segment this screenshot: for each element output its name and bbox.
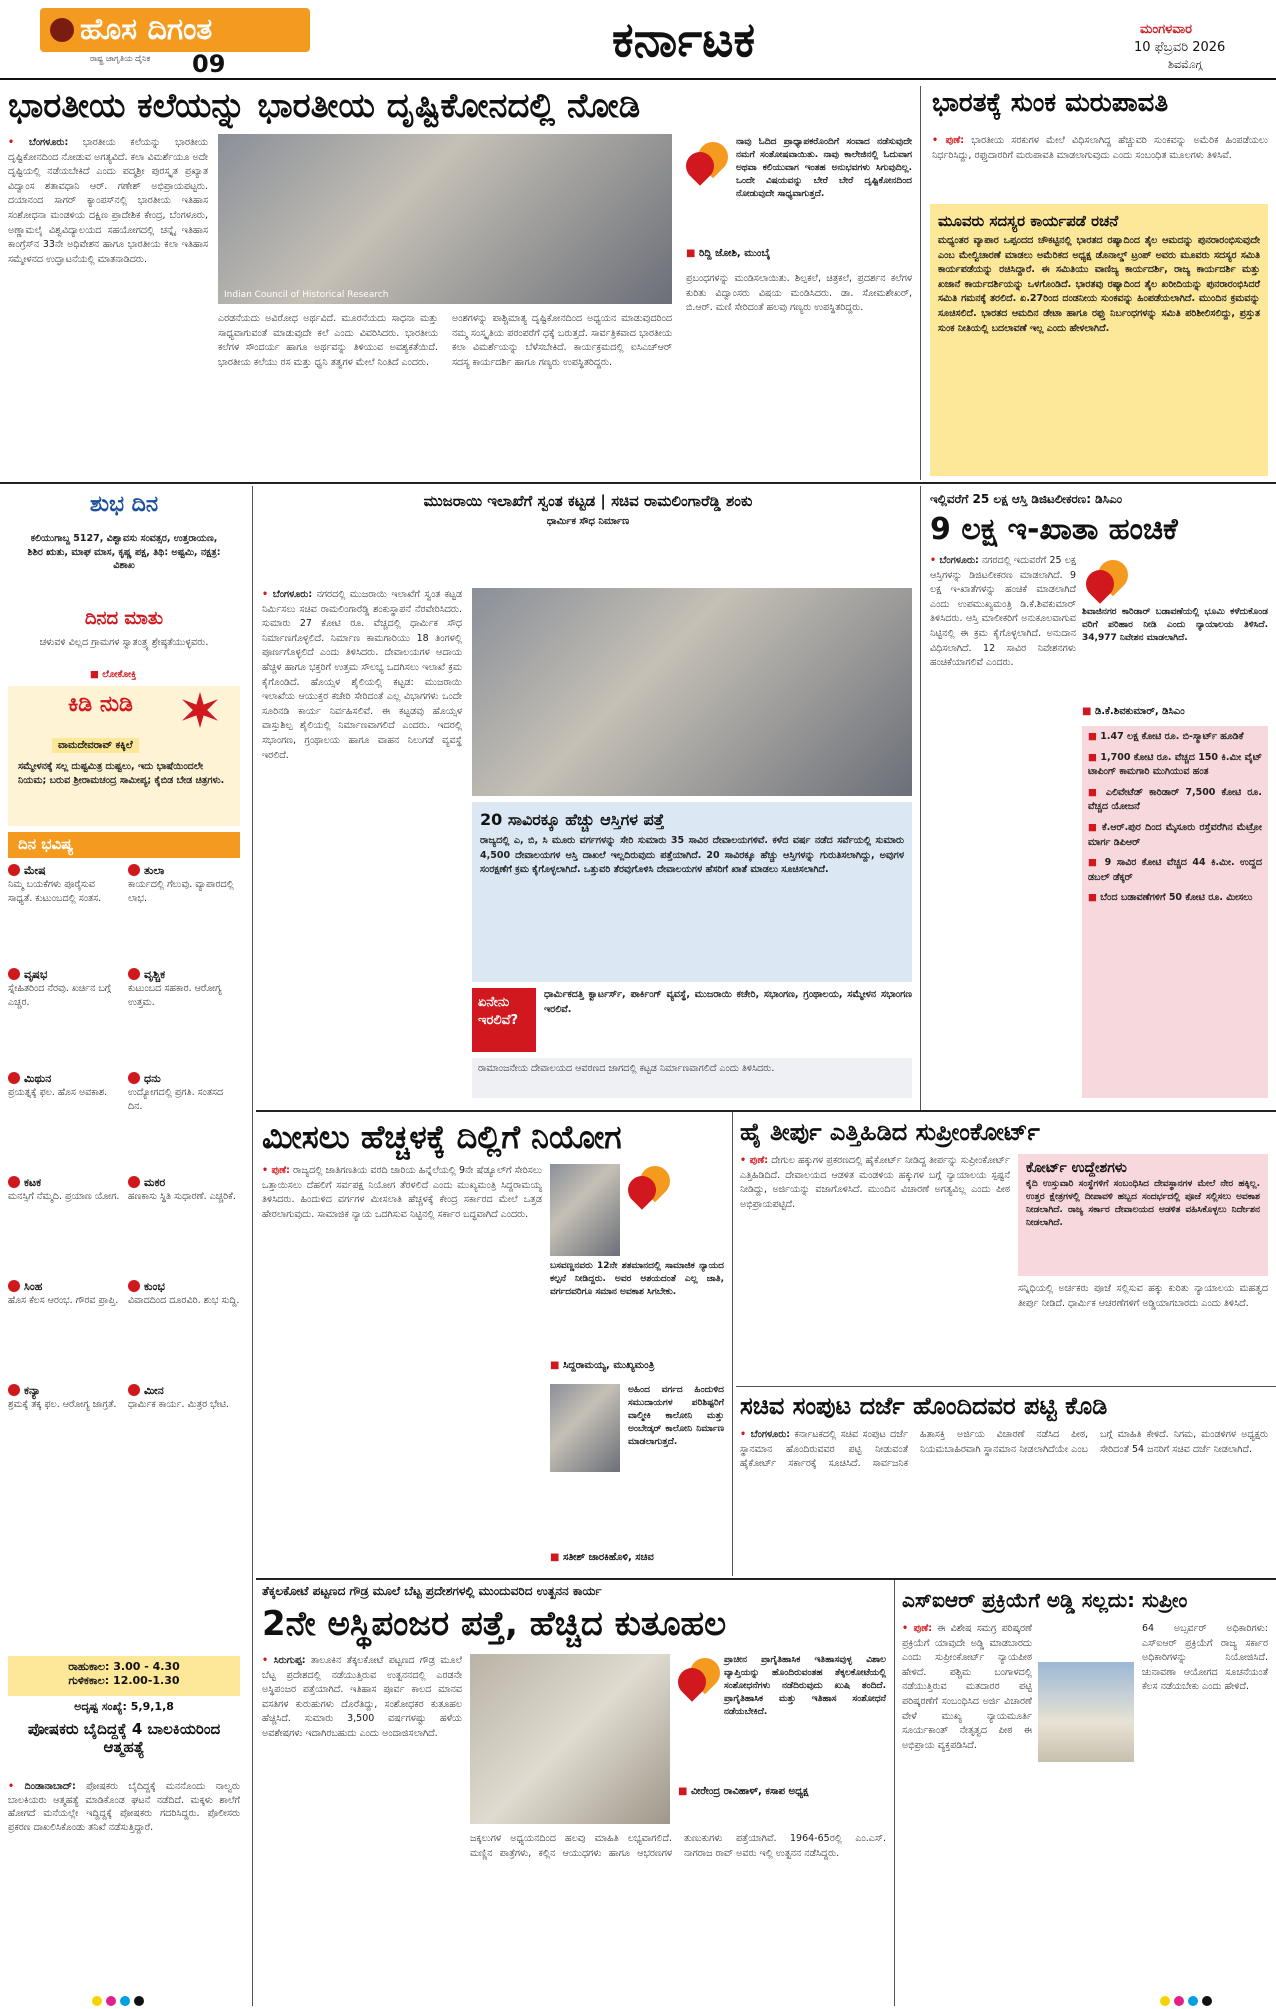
- bullet-item: ■ 9 ಸಾವಿರ ಕೋಟಿ ವೆಚ್ಚದ 44 ಕಿ.ಮೀ. ಉದ್ದದ ಡಬಲ್ ಡೆಕ್ಕರ್: [1088, 857, 1262, 883]
- virgo-icon: [8, 1384, 20, 1396]
- story-body: ಭಾರತೀಯ ಕಲೆಯನ್ನು ಭಾರತೀಯ ದೃಷ್ಟಿಕೋನದಿಂದ ನೋಡುವ ಅಗತ್ಯವಿದೆ. ಕಲಾ ವಿಮರ್ಶೆಯೂ ಅದೇ ದೃಷ್ಟಿಯಲ್ಲಿ ನಡೆಯಬೇಕಿದೆ ಎಂದು ಪದ್ಮಶ್ರೀ ಪುರಸ್ಕೃತ ಪ್ರಖ್ಯಾತ ವಿದ್ವಾಂಸ ಶತಾವಧಾನಿ ಆರ್. ಗಣೇಶ್ ಅಭಿಪ್ರಾಯಪಟ್ಟರು. ದಯಾನಂದ ಸಾಗರ್ ಕ್ಯಾಂಪಸ್‌ನಲ್ಲಿ ಭಾರತೀಯ ಇತಿಹಾಸ ಸಂಶೋಧನಾ ಮಂಡಳಿಯ ದಕ್ಷಿಣ ಪ್ರಾದೇಶಿಕ ಕೇಂದ್ರ, ಬೆಂಗಳೂರು, ಅಣ್ಣಾಮಲೈ ವಿಶ್ವವಿದ್ಯಾಲಯದ ಸಹಯೋಗದಲ್ಲಿ ಚನ್ನೈ ಇತಿಹಾಸ ಕಾಂಗ್ರೆಸ್‌ನ 33ನೇ ಅಧಿವೇಶನ ಹಾಗೂ ಭಾರತೀಯ ಕಲಾ ಇತಿಹಾಸ ಸಮ್ಮೇಳನದ ಉದ್ಘಾಟನೆಯಲ್ಲಿ ಮಾತನಾಡಿದರು.: [8, 137, 208, 265]
- sign-meena: ಮೀನ ಧಾರ್ಮಿಕ ಕಾರ್ಯ. ಮಿತ್ರರ ಭೇಟಿ.: [128, 1384, 229, 1410]
- cm-photo: [550, 1164, 620, 1256]
- story-quote: ಪ್ರಾಚೀನ ಪ್ರಾಗೈತಿಹಾಸಿಕ ಇತಿಹಾಸವುಳ್ಳ ವಿಶಾಲ ವ್ಯಾಪ್ತಿಯನ್ನು ಹೊಂದಿರುವಂತಹ ತೆಕ್ಕಲಕೋಟೆಯಲ್ಲಿ ಸಂಶೋಧನೆಗಳು ನಡೆದಿರುವುದು ಖುಷಿ ತಂದಿದೆ. ಪ್ರಾಗೈತಿಹಾಸಿಕ ಮತ್ತು ಇತಿಹಾಸ ಸಂಶೋಧನೆ ನಡೆಯಬೇಕಿದೆ.: [724, 1655, 886, 1717]
- story-headline: 9 ಲಕ್ಷ ಇ-ಖಾತಾ ಹಂಚಿಕೆ: [930, 512, 1178, 547]
- story-photo: [472, 588, 912, 796]
- kidi-body: ಸಮ್ಮೇಳನಕ್ಕೆ ಸಲ್ಲ ದುಷ್ಟಮಿತ್ರ ದುಷ್ಟಲು, ಇದು ಭಾಷೆಯಿಂದಲೇ ನಿಯಮ; ಬರುವ ಶ್ರೀರಾಮಚಂದ್ರ ಸಾಮೀಪ್ಯ; ಕೈಬಿಡ ಬೇಡ ಚಿತ್ರಗಳು.: [18, 761, 225, 786]
- quote-text: ಚಳುವಳಿ ವಿಲ್ಲದ ಗ್ರಾಮಗಳ ಸ್ವಾತಂತ್ರ್ಯ ಶ್ರೇಷ್ಠತೆಯುಳ್ಳವರು.: [39, 637, 209, 648]
- sign-kataka: ಕಟಕ ಮನಸ್ಸಿಗೆ ನೆಮ್ಮದಿ. ಪ್ರಯಾಣ ಯೋಗ.: [8, 1176, 120, 1202]
- story-headline: ಎಸ್ಐಆರ್ ಪ್ರಕ್ರಿಯೆಗೆ ಅಡ್ಡಿ ಸಲ್ಲದು: ಸುಪ್ರೀಂ: [902, 1588, 1188, 1612]
- section-rule: [256, 1110, 1276, 1112]
- story-headline: 2ನೇ ಅಸ್ಥಿಪಂಜರ ಪತ್ತೆ, ಹೆಚ್ಚಿದ ಕುತೂಹಲ: [262, 1604, 727, 1644]
- story-body: • ಪುಣೆ: ರಾಜ್ಯದಲ್ಲಿ ಜಾತಿಗಣತಿಯ ವರದಿ ಜಾರಿಯ ಹಿನ್ನೆಲೆಯಲ್ಲಿ 9ನೇ ಷೆಡ್ಯೂಲ್‌ಗೆ ಸೇರಿಸಲು ಒತ್ತಾಯಿಸಲು ದೆಹಲಿಗೆ ಸರ್ವಪಕ್ಷ ನಿಯೋಗ ತೆರಳಲಿದೆ ಎಂದು ಮುಖ್ಯಮಂತ್ರಿ ಸಿದ್ದರಾಮಯ್ಯ ತಿಳಿಸಿದರು. ಹಿಂದುಳಿದ ವರ್ಗಗಳ ಮೀಸಲಾತಿ ಹೆಚ್ಚಳಕ್ಕೆ ಕೇಂದ್ರ ಸರ್ಕಾರದ ಮೇಲೆ ಒತ್ತಡ ಹೇರಲಾಗುವುದು. ಸಾಮಾಜಿಕ ನ್ಯಾಯ ಒದಗಿಸುವ ನಿಟ್ಟಿನಲ್ಲಿ ಸರ್ಕಾರ ಬದ್ಧವಾಗಿದೆ ಎಂದರು.: [262, 1164, 542, 1570]
- lucky-number: ಅದೃಷ್ಟ ಸಂಖ್ಯೆ: 5,9,1,8: [74, 1700, 174, 1713]
- registration-mark: [1174, 1996, 1184, 2006]
- issue-day: ಮಂಗಳವಾರ: [1140, 22, 1193, 37]
- quote-byline: ■ ರಿದ್ದಿ ಜೋಶಿ, ಮುಂಬೈ: [686, 248, 771, 259]
- story-body: • ಬೆಂಗಳೂರು: ಕರ್ನಾಟಕದಲ್ಲಿ ಸಚಿವ ಸಂಪುಟ ದರ್ಜೆ ಸ್ಥಾನಮಾನ ಹೊಂದಿರುವವರ ಪಟ್ಟಿ ನೀಡುವಂತೆ ಹೈಕೋರ್ಟ್ ಸರ್ಕಾರಕ್ಕೆ ಸೂಚಿಸಿದೆ. ಸಾರ್ವಜನಿಕ ಹಿತಾಸಕ್ತಿ ಅರ್ಜಿಯ ವಿಚಾರಣೆ ನಡೆಸಿದ ಪೀಠ, ನಿಯಮಬಾಹಿರವಾಗಿ ಸ್ಥಾನಮಾನ ನೀಡಲಾಗಿದೆಯೇ ಎಂಬ ಬಗ್ಗೆ ಮಾಹಿತಿ ಕೇಳಿದೆ. ನಿಗಮ, ಮಂಡಳಿಗಳ ಅಧ್ಯಕ್ಷರು ಸೇರಿದಂತೆ 54 ಜನರಿಗೆ ಸಚಿವ ದರ್ಜೆ ನೀಡಲಾಗಿದೆ.: [740, 1428, 1268, 1570]
- story-headline: ಭಾರತಕ್ಕೆ ಸುಂಕ ಮರುಪಾವತಿ: [932, 88, 1169, 118]
- info-box-body: ಮಧ್ಯಂತರ ವ್ಯಾಪಾರ ಒಪ್ಪಂದದ ಚೌಕಟ್ಟಿನಲ್ಲಿ ಭಾರತದ ರಷ್ಯಾದಿಂದ ತೈಲ ಆಮದನ್ನು ಪುನರಾರಂಭಿಸುವುದೇ ಎಂಬ ಮೇಲ್ವಿಚಾರಣೆ ಮಾಡಲು ಅಮೆರಿಕದ ಅಧ್ಯಕ್ಷ ಡೊನಾಲ್ಡ್ ಟ್ರಂಪ್ ಅವರು ಮೂವರು ಸದಸ್ಯರ ಸಮಿತಿ ಕಾರ್ಯಪಡೆಯನ್ನು ರಚಿಸಿದ್ದಾರೆ. ಈ ಸಮಿತಿಯು ವಾಣಿಜ್ಯ ಕಾರ್ಯದರ್ಶಿ, ರಾಜ್ಯ ಕಾರ್ಯದರ್ಶಿ ಮತ್ತು ಖಜಾನೆ ಕಾರ್ಯದರ್ಶಿಯನ್ನು ಒಳಗೊಂಡಿದೆ. ಭಾರತವು ರಷ್ಯಾದಿಂದ ತೈಲ ಖರೀದಿಯನ್ನು ಪುನರಾರಂಭಿಸಿದರೆ ಸಮಿತಿ ಗಮನಕ್ಕೆ ತರಲಿದೆ. ಏ.27ರಿಂದ ದಂಡನೀಯ ಸುಂಕವನ್ನು ಹಿಂಪಡೆಯಲಾಗಿದೆ. ಮುಂದಿನ ಕ್ರಮವನ್ನು ಸೂಚಿಸಲಿದೆ. ಭಾರತದ ಆಮದಿನ ಡೇಟಾ ಹಾಗೂ ರಫ್ತು ನಿರ್ಬಂಧಗಳನ್ನು ಸಮಿತಿ ಪರಿಶೀಲಿಸಲಿದ್ದು, ಪ್ರಸ್ತುತ ಸುಂಕ ನೀತಿಯಲ್ಲಿ ಬದಲಾವಣೆ ಇಲ್ಲ ಎಂದು ಹೇಳಲಾಗಿದೆ.: [938, 235, 1260, 334]
- sign-kumbha: ಕುಂಭ ವಿವಾದದಿಂದ ದೂರವಿರಿ. ಶುಭ ಸುದ್ದಿ.: [128, 1280, 240, 1306]
- info-box: [930, 204, 1268, 476]
- info-box-title: ಮೂವರು ಸದಸ್ಯರ ಕಾರ್ಯಪಡೆ ರಚನೆ: [938, 212, 1119, 230]
- issue-city: ಶಿವಮೊಗ್ಗ: [1168, 58, 1203, 71]
- quote-byline: ■ ವೀರೇಂದ್ರ ರಾವಿಹಾಳ್, ಕಸಾಪ ಅಧ್ಯಕ್ಷ: [678, 1786, 809, 1797]
- story-quote: ಬಸವಣ್ಣನವರು 12ನೇ ಶತಮಾನದಲ್ಲಿ ಸಾಮಾಜಿಕ ನ್ಯಾಯದ ಕಲ್ಪನೆ ನೀಡಿದ್ದರು. ಅವರ ಆಶಯದಂತೆ ಎಲ್ಲ ಜಾತಿ, ವರ್ಗದವರಿಗೂ ಸಮಾನ ಅವಕಾಶ ಸಿಗಬೇಕು.: [550, 1261, 724, 1297]
- registration-mark: [1160, 1996, 1170, 2006]
- story-e-khata: [926, 488, 1272, 1108]
- kidi-box: [8, 686, 240, 826]
- story-body: • ಪುಣೆ: ದೇಗುಲ ಹಕ್ಕುಗಳ ಪ್ರಕರಣದಲ್ಲಿ ಹೈಕೋರ್ಟ್ ನೀಡಿದ್ದ ತೀರ್ಪನ್ನು ಸುಪ್ರೀಂಕೋರ್ಟ್ ಎತ್ತಿಹಿಡಿದಿದೆ. ದೇವಾಲಯದ ಆಡಳಿತ ಮಂಡಳಿಯ ಹಕ್ಕುಗಳ ಬಗ್ಗೆ ನ್ಯಾಯಾಲಯ ಸ್ಪಷ್ಟನೆ ನೀಡಿದ್ದು, ಅರ್ಜಿಯನ್ನು ವಜಾಗೊಳಿಸಿದೆ. ಮುಂದಿನ ವಿಚಾರಣೆ ಅಗತ್ಯವಿಲ್ಲ ಎಂದು ಪೀಠ ಅಭಿಪ್ರಾಯಪಟ್ಟಿದೆ.: [740, 1154, 1010, 1378]
- page-number: 09: [192, 50, 226, 78]
- story-headline: ಸಚಿವ ಸಂಪುಟ ದರ್ಜೆ ಹೊಂದಿದವರ ಪಟ್ಟಿ ಕೊಡಿ: [740, 1392, 1108, 1420]
- story-photo: [218, 134, 672, 304]
- sign-tula: ತುಲಾ ಕಾರ್ಯದಲ್ಲಿ ಗೆಲುವು. ವ್ಯಾಪಾರದಲ್ಲಿ ಲಾಭ.: [128, 864, 234, 904]
- aries-icon: [8, 864, 20, 876]
- bullet-item: ■ ಕೆ.ಆರ್.ಪುರ ದಿಂದ ಮೈಸೂರು ರಸ್ತೆವರೆಗಿನ ಮೆಟ್ರೋ ಮಾರ್ಗ ಡಿಪಿಆರ್: [1088, 821, 1262, 848]
- story-dateline: • ಬೆಂಗಳೂರು:: [8, 137, 68, 148]
- rahukala: ರಾಹುಕಾಲ: 3.00 - 4.30: [68, 1660, 180, 1673]
- horoscope-grid: [8, 864, 240, 1488]
- story-body-2: ಸನ್ನಿಧಿಯಲ್ಲಿ ಅರ್ಚಕರು ಪೂಜೆ ಸಲ್ಲಿಸುವ ಹಕ್ಕು ಕುರಿತು ನ್ಯಾಯಾಲಯ ಮಹತ್ವದ ತೀರ್ಪು ನೀಡಿದೆ. ಧಾರ್ಮಿಕ ಆಚರಣೆಗಳಿಗೆ ಅಡ್ಡಿಯಾಗಬಾರದು ಎಂದು ತಿಳಿಸಿದೆ.: [1018, 1283, 1268, 1309]
- story-headline: ಮೀಸಲು ಹೆಚ್ಚಳಕ್ಕೆ ದಿಲ್ಲಿಗೆ ನಿಯೋಗ: [262, 1118, 622, 1156]
- info-box-title: 20 ಸಾವಿರಕ್ಕೂ ಹೆಚ್ಚು ಆಸ್ತಿಗಳ ಪತ್ತೆ: [480, 810, 665, 829]
- section-rule: [0, 482, 1276, 484]
- story-body: • ಬೆಂಗಳೂರು: ನಗರದಲ್ಲಿ ಇದುವರೆಗೆ 25 ಲಕ್ಷ ಆಸ್ತಿಗಳನ್ನು ಡಿಜಿಟಲೀಕರಣ ಮಾಡಲಾಗಿದೆ. 9 ಲಕ್ಷ ಇ-ಖಾತೆಗಳನ್ನು ಹಂಚಿಕೆ ಮಾಡಲಾಗಿದೆ ಎಂದು ಉಪಮುಖ್ಯಮಂತ್ರಿ ಡಿ.ಕೆ.ಶಿವಕುಮಾರ್ ತಿಳಿಸಿದರು. ಆಸ್ತಿ ಮಾಲೀಕರಿಗೆ ಅನುಕೂಲವಾಗುವ ನಿಟ್ಟಿನಲ್ಲಿ ಈ ಕ್ರಮ ಕೈಗೊಳ್ಳಲಾಗಿದೆ. ಅನುದಾನ ವಿಧಿಸಲಾಗಿದೆ. 12 ಸಾವಿರ ನಿವೇಶನಗಳು ಹಂಚಿಕೆಯಾಗಲಿವೆ ಎಂದರು.: [930, 554, 1076, 1098]
- gulika: ಗುಳಿಕಕಾಲ: 12.00-1.30: [68, 1674, 180, 1687]
- info-box-body: ಕೈದಿ ಉಸ್ತುವಾರಿ ಸಂಸ್ಥೆಗಳಿಗೆ ಸಂಬಂಧಿಸಿದ ದೇವಸ್ಥಾನಗಳ ಮೇಲೆ ನೇರ ಹಕ್ಕಿಲ್ಲ. ಉತ್ತರ ಕ್ಷೇತ್ರಗಳಲ್ಲಿ ದೀಪಾವಳಿ ಹಬ್ಬದ ಸಂದರ್ಭದಲ್ಲಿ ಪೂಜೆ ಸಲ್ಲಿಸಲು ಅವಕಾಶ ನೀಡಲಾಗಿದೆ. ರಾಜ್ಯ ಸರ್ಕಾರ ದೇವಾಲಯದ ಆಡಳಿತ ವಹಿಸಿಕೊಳ್ಳಲು ನಿರ್ದೇಶನ ನೀಡಲಾಗಿದೆ.: [1026, 1179, 1260, 1228]
- story-supreme-court-verdict: [736, 1114, 1272, 1384]
- quote-author: ■ ಲೋಕೋಕ್ತಿ: [90, 669, 137, 680]
- story-footer: ರಾಮಾಂಜನೇಯ ದೇವಾಲಯದ ಆವರಣದ ಜಾಗದಲ್ಲಿ ಕಟ್ಟಡ ನಿರ್ಮಾಣವಾಗಲಿದೆ ಎಂದು ತಿಳಿಸಿದರು.: [472, 1058, 912, 1098]
- info-box-title: ಕೋರ್ಟ್ ಉದ್ದೇಶಗಳು: [1026, 1160, 1127, 1176]
- story-col-3: ಅಂಶಗಳನ್ನು ಪಾಶ್ಚಿಮಾತ್ಯ ದೃಷ್ಟಿಕೋನದಿಂದ ಅಧ್ಯಯನ ಮಾಡುವುದರಿಂದ ನಮ್ಮ ಸಂಸ್ಕೃತಿಯ ಪರಂಪರೆಗೆ ಧಕ್ಕೆ ಬರುತ್ತದೆ. ಸಾರ್ವತ್ರಿಕವಾದ ಭಾರತೀಯ ಕಲಾ ವಿಮರ್ಶೆಯನ್ನು ಬೆಳೆಸಬೇಕಿದೆ. ಕಾರ್ಯಕ್ರಮದಲ್ಲಿ ಐಸಿಎಚ್‌ಆರ್ ಸದಸ್ಯ ಕಾರ್ಯದರ್ಶಿ ಹಾಗೂ ಗಣ್ಯರು ಉಪಸ್ಥಿತರಿದ್ದರು.: [452, 313, 672, 368]
- story-tariff-refund: [926, 84, 1272, 480]
- story-col-2: ಎರಡನೆಯದು ಅವಿರೋಧ ಅರ್ಥವಿದೆ. ಮೂರನೆಯದು ಸಾಧನಾ ಮತ್ತು ಸಾಧ್ಯವಾಗುವಂತೆ ಮಾಡುವುದೇ ಕಲೆ ಎಂದು ವಿವರಿಸಿದರು. ಭಾರತೀಯ ಕಲೆಗಳ ಸೌಂದರ್ಯ ಹಾಗೂ ಅರ್ಥವನ್ನು ತಿಳಿಯುವ ಅವಶ್ಯಕತೆಯಿದೆ. ಭಾರತೀಯ ಕಲೆಯು ರಸ ಮತ್ತು ಧ್ವನಿ ತತ್ವಗಳ ಮೇಲೆ ನಿಂತಿದೆ ಎಂದರು.: [218, 313, 438, 368]
- bullet-item: ■ ಎಲಿವೇಟೆಡ್ ಕಾರಿಡಾರ್ 7,500 ಕೋಟಿ ರೂ. ವೆಚ್ಚದ ಯೋಜನೆ: [1088, 786, 1262, 813]
- quote-title: ದಿನದ ಮಾತು: [84, 608, 164, 629]
- section-title: ಕರ್ನಾಟಕ: [612, 12, 756, 68]
- gemini-icon: [8, 1072, 20, 1084]
- issue-date: 10 ಫೆಬ್ರವರಿ 2026: [1134, 40, 1226, 55]
- story-quote: ಶಿವಾಜಿನಗರ ಕಾರಿಡಾರ್ ಬಡಾವಣೆಯಲ್ಲಿ ಭೂಮಿ ಕಳೆದುಕೊಂಡ ವರಿಗೆ ಪರಿಹಾರ ನೀಡಿ ಎಂದು ನ್ಯಾಯಾಲಯ ತಿಳಿಸಿದೆ. 34,977 ನಿವೇಶನ ಮಾಡಲಾಗಿದೆ.: [1082, 607, 1268, 643]
- aquarius-icon: [128, 1280, 140, 1292]
- masthead: [0, 0, 1276, 80]
- sign-makara: ಮಕರ ಹಣಕಾಸು ಸ್ಥಿತಿ ಸುಧಾರಣೆ. ಎಚ್ಚರಿಕೆ.: [128, 1176, 236, 1202]
- leo-icon: [8, 1280, 20, 1292]
- kidi-title: ಕಿಡಿ ನುಡಿ: [68, 692, 133, 717]
- brief-headline: ಪೋಷಕರು ಬೈದಿದ್ದಕ್ಕೆ 4 ಬಾಲಕಿಯರಿಂದ ಆತ್ಮಹತ್ಯೆ: [27, 1720, 221, 1756]
- quote-byline: ■ ಸಿದ್ದರಾಮಯ್ಯ, ಮುಖ್ಯಮಂತ್ರಿ: [550, 1360, 655, 1371]
- time-box: [8, 1656, 240, 1696]
- horoscope-title: ದಿನ ಭವಿಷ್ಯ: [8, 832, 240, 858]
- story-body: • ಪುಣೆ: ಭಾರತೀಯ ಸರಕುಗಳ ಮೇಲೆ ವಿಧಿಸಲಾಗಿದ್ದ ಹೆಚ್ಚುವರಿ ಸುಂಕವನ್ನು ಅಮೆರಿಕ ಹಿಂಪಡೆಯಲು ನಿರ್ಧರಿಸಿದ್ದು, ರಫ್ತುದಾರರಿಗೆ ಮರುಪಾವತಿ ಮಾಡಲಾಗುವುದು ಎಂದು ಸಂಬಂಧಿತ ಮೂಲಗಳು ತಿಳಿಸಿವೆ.: [932, 134, 1268, 198]
- story-reservation-delegation: [258, 1114, 728, 1576]
- story-kicker: ಮುಜರಾಯಿ ಇಲಾಖೆಗೆ ಸ್ವಂತ ಕಟ್ಟಡ | ಸಚಿವ ರಾಮಲಿಂಗಾರೆಡ್ಡಿ ಶಂಕು: [423, 492, 753, 510]
- brand-name: ಹೊಸ ದಿಗಂತ: [80, 12, 213, 47]
- pisces-icon: [128, 1384, 140, 1396]
- story-kicker: ತೆಕ್ಕಲಕೋಟೆ ಪಟ್ಟಣದ ಗೌಡ್ರ ಮೂಲೆ ಬೆಟ್ಟ ಪ್ರದೇಶಗಳಲ್ಲಿ ಮುಂದುವರಿದ ಉತ್ಖನನ ಕಾರ್ಯ: [262, 1584, 602, 1598]
- registration-mark: [134, 1996, 144, 2006]
- story-rule: [736, 1386, 1276, 1387]
- excavation-photo: [470, 1654, 670, 1824]
- story-body: • ಪುಣೆ: ಈ ವಿಶೇಷ ಸಮಗ್ರ ಪರಿಷ್ಕರಣೆ ಪ್ರಕ್ರಿಯೆಗೆ ಯಾವುದೇ ಅಡ್ಡಿ ಮಾಡಬಾರದು ಎಂದು ಸುಪ್ರೀಂಕೋರ್ಟ್ ನ್ಯಾಯಪೀಠ ಹೇಳಿದೆ. ಪಶ್ಚಿಮ ಬಂಗಾಳದಲ್ಲಿ ನಡೆಯುತ್ತಿರುವ ಮತದಾರರ ಪಟ್ಟಿ ಪರಿಷ್ಕರಣೆಗೆ ಸಂಬಂಧಿಸಿದ ಅರ್ಜಿ ವಿಚಾರಣೆ ವೇಳೆ ಮುಖ್ಯ ನ್ಯಾಯಮೂರ್ತಿ ಸೂರ್ಯಕಾಂತ್ ನೇತೃತ್ವದ ಪೀಠ ಈ ಅಭಿಪ್ರಾಯ ವ್ಯಕ್ತಪಡಿಸಿದೆ.: [902, 1622, 1032, 1998]
- brand-lamp-icon: [50, 18, 74, 42]
- story-col-4: ಪ್ರಬಂಧಗಳನ್ನು ಮಂಡಿಸಲಾಯಿತು. ಶಿಲ್ಪಕಲೆ, ಚಿತ್ರಕಲೆ, ಪ್ರದರ್ಶನ ಕಲೆಗಳ ಕುರಿತು ವಿದ್ವಾಂಸರು ವಿಷಯ ಮಂಡಿಸಿದರು. ಡಾ. ಸೋಮಶೇಖರ್, ಬಿ.ಆರ್. ಮಣಿ ಸೇರಿದಂತೆ ಹಲವು ಗಣ್ಯರು ಉಪಸ್ಥಿತರಿದ್ದರು.: [686, 273, 912, 314]
- kidi-author: ವಾಮದೇವರಾವ್ ಕಕ್ಕಿಲೆ: [52, 738, 139, 753]
- bullet-item: ■ 1,700 ಕೋಟಿ ರೂ. ವೆಚ್ಚದ 150 ಕಿ.ಮೀ ವೈಟ್ ಟಾಪಿಂಗ್ ಕಾಮಗಾರಿ ಮುಗಿಯುವ ಹಂತ: [1088, 751, 1262, 778]
- info-box: [1018, 1154, 1268, 1276]
- brand-tagline: ರಾಷ್ಟ್ರ ಜಾಗೃತಿಯ ದೈನಿಕ: [90, 54, 151, 63]
- registration-mark: [120, 1996, 130, 2006]
- info-box: [472, 802, 912, 982]
- taurus-icon: [8, 968, 20, 980]
- quote-mark-icon: [628, 1164, 672, 1208]
- story-cabinet-rank-list: [736, 1390, 1272, 1576]
- sign-mithuna: ಮಿಥುನ ಪ್ರಯತ್ನಕ್ಕೆ ಫಲ. ಹೊಸ ಅವಕಾಶ.: [8, 1072, 108, 1098]
- quote-byline-2: ■ ಸತೀಶ್ ಜಾರಕಿಹೊಳಿ, ಸಚಿವ: [550, 1552, 654, 1563]
- bullet-item: ■ ಬೆಂದ ಬಡಾವಣೆಗಳಿಗೆ 50 ಕೋಟಿ ರೂ. ಮೀಸಲು: [1088, 892, 1253, 904]
- side-question: ಏನೇನು ಇರಲಿವೆ?: [472, 988, 536, 1052]
- story-body-2: ಜಕ್ಕಲುಗಳ ಅಧ್ಯಯನದಿಂದ ಹಲವು ಮಾಹಿತಿ ಲಭ್ಯವಾಗಲಿದೆ. ಮಣ್ಣಿನ ಪಾತ್ರೆಗಳು, ಕಲ್ಲಿನ ಆಯುಧಗಳು ಹಾಗೂ ಆಭರಣಗಳ ತುಣುಕುಗಳು ಪತ್ತೆಯಾಗಿವೆ. 1964-65ರಲ್ಲಿ ಎಂ.ಎಸ್. ನಾಗರಾಜ ರಾವ್ ಅವರು ಇಲ್ಲಿ ಉತ್ಖನನ ನಡೆಸಿದ್ದರು.: [470, 1833, 886, 1859]
- sidebar-title: ಶುಭ ದಿನ: [89, 492, 159, 517]
- story-dateline: • ಪುಣೆ:: [932, 135, 964, 146]
- story-quote: ನಾವು ಓದಿದ ಪ್ರಾಧ್ಯಾಪಕರೊಂದಿಗೆ ಸಂವಾದ ನಡೆಸುವುದೇ ನಮಗೆ ಸಂತೋಷವಾಯಿತು. ನಾವು ಕಾಲೇಜಿನಲ್ಲಿ ಓದುವಾಗ ಅಥವಾ ಕಲಿಯುವಾಗ ಇಂತಹ ಅನುಭವಗಳು ಸಿಗುವುದಿಲ್ಲ. ಒಂದೇ ವಿಷಯವನ್ನು ಬೇರೆ ಬೇರೆ ದೃಷ್ಟಿಕೋನದಿಂದ ನೋಡುವುದೇ ಸಾಧ್ಯವಾಗುತ್ತದೆ.: [736, 137, 912, 199]
- story-body: • ಸಿರುಗುಪ್ಪ: ತಾಲೂಕಿನ ತೆಕ್ಕಲಕೋಟೆ ಪಟ್ಟಣದ ಗೌಡ್ರ ಮೂಲೆ ಬೆಟ್ಟ ಪ್ರದೇಶದಲ್ಲಿ ನಡೆಯುತ್ತಿರುವ ಉತ್ಖನನದಲ್ಲಿ ಎರಡನೇ ಅಸ್ಥಿಪಂಜರ ಪತ್ತೆಯಾಗಿದೆ. ಇತಿಹಾಸ ಪೂರ್ವ ಕಾಲದ ಮಾನವ ವಸತಿಗಳ ಕುರುಹುಗಳು ದೊರೆತಿದ್ದು, ಸಂಶೋಧಕರ ಕುತೂಹಲ ಹೆಚ್ಚಿಸಿದೆ. ಸುಮಾರು 3,500 ವರ್ಷಗಳಷ್ಟು ಹಳೆಯ ಅವಶೇಷಗಳು ಇದಾಗಿರಬಹುದು ಎಂದು ಅಂದಾಜಿಸಲಾಗಿದೆ.: [262, 1654, 462, 2000]
- registration-mark: [1188, 1996, 1198, 2006]
- bullet-item: ■ 1.47 ಲಕ್ಷ ಕೋಟಿ ರೂ. ಬಿ-ಸ್ಮಾರ್ಟ್ ಹೂಡಿಕೆ: [1088, 731, 1244, 742]
- supreme-court-photo: [1038, 1662, 1134, 1762]
- story-indian-art: [0, 84, 916, 480]
- sign-vrishchika: ವೃಶ್ಚಿಕ ಕುಟುಂಬದ ಸಹಕಾರ. ಆರೋಗ್ಯ ಉತ್ತಮ.: [128, 968, 222, 1008]
- quote-mark-icon: [1086, 558, 1130, 602]
- story-headline: ಭಾರತೀಯ ಕಲೆಯನ್ನು ಭಾರತೀಯ ದೃಷ್ಟಿಕೋನದಲ್ಲಿ ನೋಡಿ: [8, 86, 641, 126]
- story-kicker: ಇಲ್ಲಿವರೆಗೆ 25 ಲಕ್ಷ ಆಸ್ತಿ ಡಿಜಿಟಲೀಕರಣ: ಡಿಸಿಎಂ: [930, 492, 1123, 506]
- column-divider: [920, 86, 921, 480]
- story-quote-2: ಅಹಿಂದ ವರ್ಗದ ಹಿಂದುಳಿದ ಸಮುದಾಯಗಳ ಪರಿಶಿಷ್ಟರಿಗೆ ವಾಲ್ಮೀಕಿ ಕಾಲೋನಿ ಮತ್ತು ಅಂಬೇಡ್ಕರ್ ಕಾಲೋನಿ ನಿರ್ಮಾಣ ಮಾಡಲಾಗುತ್ತದೆ.: [628, 1385, 724, 1447]
- masthead-rule: [0, 78, 1276, 80]
- scorpio-icon: [128, 968, 140, 980]
- story-skeleton-found: [258, 1582, 890, 2006]
- story-headline: ಧಾರ್ಮಿಕ ಸೌಧ ನಿರ್ಮಾಣ: [546, 516, 630, 527]
- sidebar-divider: [252, 486, 253, 2006]
- sign-mesha: ಮೇಷ ನಿಮ್ಮ ಬಯಕೆಗಳು ಪೂರೈಸುವ ಸಾಧ್ಯತೆ. ಕುಟುಂಬದಲ್ಲಿ ಸಂತಸ.: [8, 864, 102, 904]
- sidebar-daily: [0, 488, 248, 2006]
- section-rule: [256, 1578, 1276, 1580]
- photo-caption: Indian Council of Historical Research: [224, 290, 389, 300]
- libra-icon: [128, 864, 140, 876]
- registration-mark: [1202, 1996, 1212, 2006]
- capricorn-icon: [128, 1176, 140, 1188]
- quote-byline: ■ ಡಿ.ಕೆ.ಶಿವಕುಮಾರ್, ಡಿಸಿಎಂ: [1082, 706, 1185, 717]
- registration-mark: [92, 1996, 102, 2006]
- story-body: • ಬೆಂಗಳೂರು: ನಗರದಲ್ಲಿ ಮುಜರಾಯಿ ಇಲಾಖೆಗೆ ಸ್ವಂತ ಕಟ್ಟಡ ನಿರ್ಮಿಸಲು ಸಚಿವ ರಾಮಲಿಂಗಾರೆಡ್ಡಿ ಶಂಕುಸ್ಥಾಪನೆ ನೆರವೇರಿಸಿದರು. ಸುಮಾರು 27 ಕೋಟಿ ರೂ. ವೆಚ್ಚದಲ್ಲಿ ಧಾರ್ಮಿಕ ಸೌಧ ನಿರ್ಮಾಣಗೊಳ್ಳಲಿದೆ. ನಿರ್ಮಾಣ ಕಾಮಗಾರಿಯು 18 ತಿಂಗಳಲ್ಲಿ ಪೂರ್ಣಗೊಳ್ಳಲಿದೆ ಎಂದು ತಿಳಿಸಿದರು. ದೇವಾಲಯಗಳ ಆದಾಯ ಹೆಚ್ಚಳ ಹಾಗೂ ಭಕ್ತರಿಗೆ ಉತ್ತಮ ಸೌಲಭ್ಯ ಒದಗಿಸಲು ಇಲಾಖೆ ಕ್ರಮ ಕೈಗೊಂಡಿದೆ. ಹೊಯ್ಸಳ ಶೈಲಿಯಲ್ಲಿ ಕಟ್ಟಡ: ಮುಜರಾಯಿ ಇಲಾಖೆಯ ಆಯುಕ್ತರ ಕಚೇರಿ ಸೇರಿದಂತೆ ಎಲ್ಲ ವಿಭಾಗಗಳು ಒಂದೇ ಸೂರಿನಡಿ ಕಾರ್ಯ ನಿರ್ವಹಿಸಲಿವೆ. ಈ ಕಟ್ಟಡವು ಹೊಯ್ಸಳ ವಾಸ್ತುಶಿಲ್ಪ ಶೈಲಿಯಲ್ಲಿ ನಿರ್ಮಾಣವಾಗಲಿದೆ ಎಂದರು. ಇದರಲ್ಲಿ ಸಭಾಂಗಣ, ಗ್ರಂಥಾಲಯ ಹಾಗೂ ವಾಹನ ನಿಲುಗಡೆ ವ್ಯವಸ್ಥೆ ಇರಲಿದೆ.: [262, 588, 462, 1100]
- quote-mark-icon: [686, 140, 730, 184]
- side-answer: ಧಾರ್ಮಿಕದತ್ತಿ ಕ್ವಾರ್ಟರ್ಸ್, ಪಾರ್ಕಿಂಗ್ ವ್ಯವಸ್ಥೆ, ಮುಜರಾಯಿ ಕಚೇರಿ, ಸಭಾಂಗಣ, ಗ್ರಂಥಾಲಯ, ಸಮ್ಮೇಳನ ಸಭಾಂಗಣ ಇರಲಿವೆ.: [544, 989, 912, 1015]
- sign-simha: ಸಿಂಹ ಹೊಸ ಕೆಲಸ ಆರಂಭ. ಗೌರವ ಪ್ರಾಪ್ತಿ.: [8, 1280, 119, 1306]
- quote-mark-icon: [678, 1656, 722, 1700]
- registration-mark: [106, 1996, 116, 2006]
- minister-photo: [550, 1384, 620, 1472]
- story-sir-process: [898, 1582, 1272, 2006]
- brief-body: • ದಿಂಡಾನಾಬಾದ್: ಪೋಷಕರು ಬೈದಿದ್ದಕ್ಕೆ ಮನನೊಂದು ನಾಲ್ವರು ಬಾಲಕಿಯರು ಆತ್ಮಹತ್ಯೆ ಮಾಡಿಕೊಂಡ ಘಟನೆ ನಡೆದಿದೆ. ಮಕ್ಕಳು ಶಾಲೆಗೆ ಹೋಗದೆ ಮನೆಯಲ್ಲೇ ಇದ್ದಿದ್ದಕ್ಕೆ ಪೋಷಕರು ಗದರಿಸಿದ್ದರು. ಪೊಲೀಸರು ಪ್ರಕರಣ ದಾಖಲಿಸಿಕೊಂಡು ತನಿಖೆ ನಡೆಸುತ್ತಿದ್ದಾರೆ.: [8, 1780, 240, 1998]
- column-divider: [920, 486, 921, 1110]
- story-headline: ಹೈ ತೀರ್ಪು ಎತ್ತಿಹಿಡಿದ ಸುಪ್ರೀಂಕೋರ್ಟ್: [740, 1118, 1040, 1146]
- panchanga-text: ಕಲಿಯುಗಾಬ್ದ 5127, ವಿಶ್ವಾವಸು ಸಂವತ್ಸರ, ಉತ್ತರಾಯಣ, ಶಿಶಿರ ಋತು, ಮಾಘ ಮಾಸ, ಕೃಷ್ಣ ಪಕ್ಷ, ತಿಥಿ: ಅಷ್ಟಮಿ, ನಕ್ಷತ್ರ: ವಿಶಾಖ: [27, 533, 221, 572]
- sign-kanya: ಕನ್ಯಾ ಶ್ರಮಕ್ಕೆ ತಕ್ಕ ಫಲ. ಆರೋಗ್ಯ ಜಾಗ್ರತೆ.: [8, 1384, 117, 1410]
- story-col-1: [8, 136, 208, 472]
- story-body-2: 64 ಅಬ್ಸರ್ವರ್ ಅಧಿಕಾರಿಗಳು: ಎಸ್ಐಆರ್ ಪ್ರಕ್ರಿಯೆಗೆ ರಾಜ್ಯ ಸರ್ಕಾರ ಅಧಿಕಾರಿಗಳನ್ನು ನಿಯೋಜಿಸಿದೆ. ಚುನಾವಣಾ ಆಯೋಗದ ಸೂಚನೆಯಂತೆ ಕೆಲಸ ನಡೆಯಬೇಕು ಎಂದು ಹೇಳಿದೆ.: [1142, 1623, 1268, 1693]
- column-divider: [732, 1112, 733, 1576]
- cancer-icon: [8, 1176, 20, 1188]
- kidi-burst-icon: [182, 692, 218, 728]
- bullet-box: [1082, 726, 1268, 1098]
- column-divider: [894, 1580, 895, 2006]
- story-dharmika-soudha: [258, 488, 918, 1108]
- sign-dhanu: ಧನು ಉದ್ಯೋಗದಲ್ಲಿ ಪ್ರಗತಿ. ಸಂತಸದ ದಿನ.: [128, 1072, 224, 1112]
- sign-vrishabha: ವೃಷಭ ಸ್ನೇಹಿತರಿಂದ ನೆರವು. ಖರ್ಚಿನ ಬಗ್ಗೆ ಎಚ್ಚರ.: [8, 968, 111, 1008]
- brand-logo: [40, 8, 310, 52]
- sagittarius-icon: [128, 1072, 140, 1084]
- info-box-body: ರಾಜ್ಯದಲ್ಲಿ ಎ, ಬಿ, ಸಿ ಮೂರು ವರ್ಗಗಳನ್ನು ಸೇರಿ ಸುಮಾರು 35 ಸಾವಿರ ದೇವಾಲಯಗಳಿವೆ. ಕಳೆದ ವರ್ಷ ನಡೆದ ಸರ್ವೆಯಲ್ಲಿ ಸುಮಾರು 4,500 ದೇವಾಲಯಗಳ ಆಸ್ತಿ ದಾಖಲೆ ಇಲ್ಲದಿರುವುದು ಪತ್ತೆಯಾಗಿದೆ. 20 ಸಾವಿರಕ್ಕೂ ಹೆಚ್ಚು ಆಸ್ತಿಗಳನ್ನು ಗುರುತಿಸಲಾಗಿದ್ದು, ಅವುಗಳ ಸಂರಕ್ಷಣೆಗೆ ಕ್ರಮ ಕೈಗೊಳ್ಳಲಾಗಿದೆ. ಒತ್ತುವರಿ ತೆರವುಗೊಳಿಸಿ ದೇವಾಲಯಗಳ ಹೆಸರಿಗೆ ಖಾತೆ ಮಾಡಲು ಸೂಚಿಸಲಾಗಿದೆ.: [480, 835, 904, 876]
